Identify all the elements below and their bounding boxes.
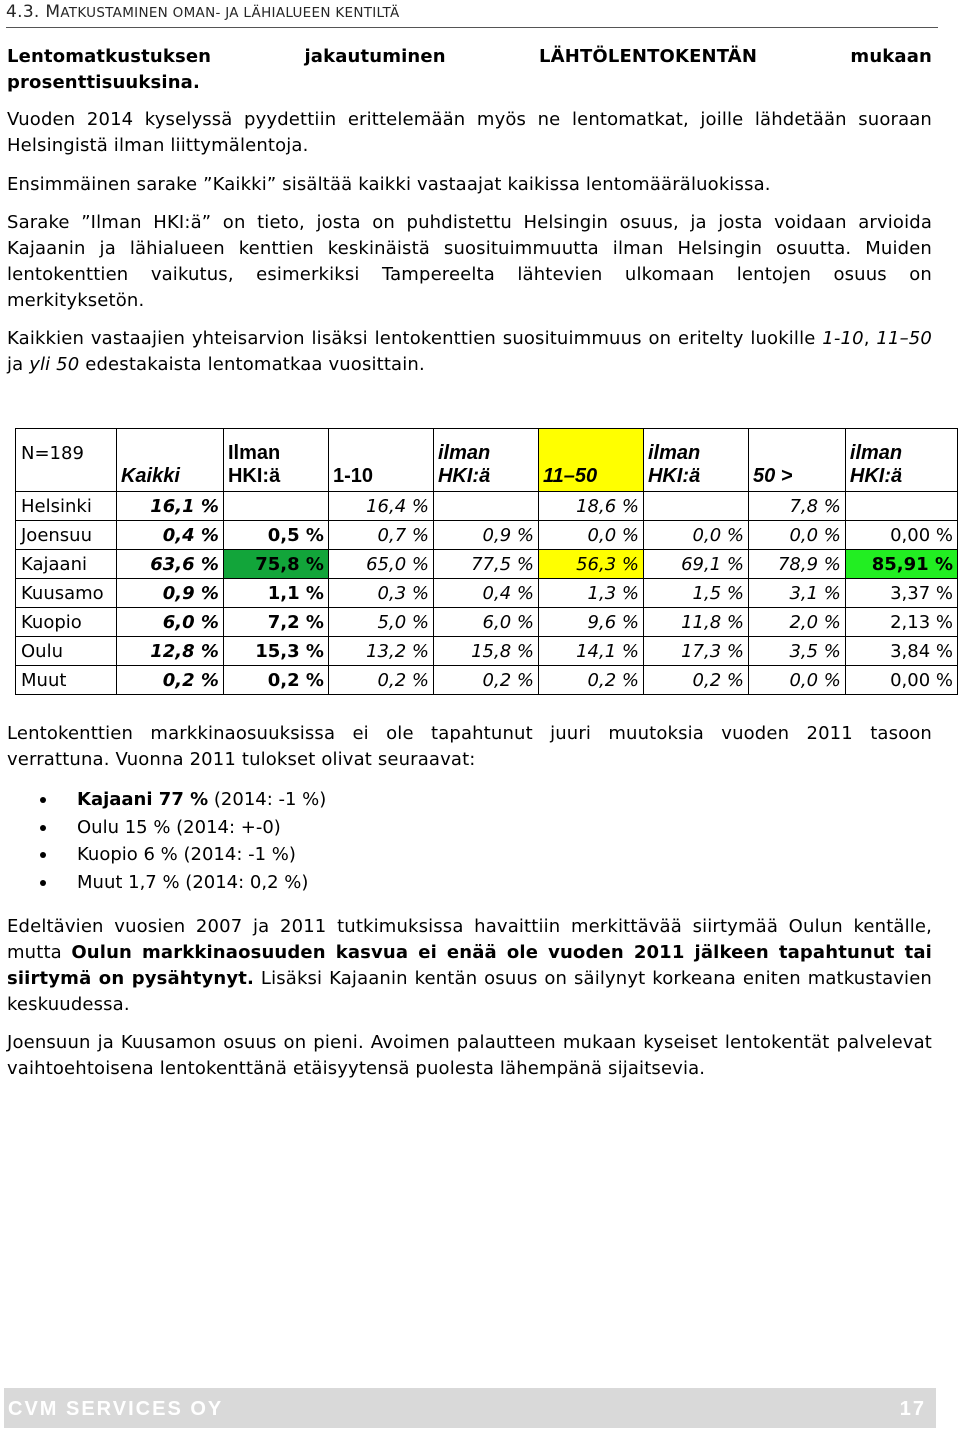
list-item: Oulu 15 % (2014: +-0) (40, 814, 326, 842)
table-row (16, 492, 958, 521)
results-paragraph: Lentokenttien markkinaosuuksissa ei ole tapahtunut juuri muutoksia vuoden 2011 tasoon verrattuna. Vuonna 2011 tulokset olivat seuraavat: (7, 723, 932, 770)
header-11-50: 11–50 (538, 429, 643, 492)
heading-rest: ATKUSTAMINEN OMAN (60, 5, 216, 21)
table-cell: 11,8 % (643, 608, 748, 637)
table-cell: 15,3 % (223, 637, 328, 666)
table-cell: 63,6 % (116, 550, 223, 579)
table-cell: 7,2 % (223, 608, 328, 637)
table-cell: 3,5 % (748, 637, 845, 666)
table-cell: 18,6 % (538, 492, 643, 521)
table-cell: 6,0 % (433, 608, 538, 637)
table-cell: 7,8 % (748, 492, 845, 521)
table-cell: 5,0 % (328, 608, 433, 637)
table-cell (643, 492, 748, 521)
table-cell-highlighted: 75,8 % (223, 550, 328, 579)
intro-paragraph-1: Vuoden 2014 kyselyssä pyydettiin erittelemään myös ne lentomatkat, joille lähdetään suoraan Helsingistä ilman liittymälentoja. (7, 109, 932, 156)
table-cell: 16,1 % (116, 492, 223, 521)
intro-paragraph-2: Ensimmäinen sarake ”Kaikki” sisältää kaikki vastaajat kaikissa lentomääräluokissa. (7, 174, 771, 195)
heading-rest-2: - JA LÄHIALUEEN KENTILTÄ (215, 5, 400, 21)
table-cell: 0,9 % (433, 521, 538, 550)
table-cell: 78,9 % (748, 550, 845, 579)
row-label: Joensuu (16, 521, 117, 550)
header-11-50-ilman-hki: ilman HKI:ä (643, 429, 748, 492)
table-cell: 16,4 % (328, 492, 433, 521)
table-cell-highlighted: 85,91 % (845, 550, 957, 579)
history-paragraph: Edeltävien vuosien 2007 ja 2011 tutkimuksissa havaittiin merkittävää siirtymää Oulun kentälle, mutta Oulun markkinaosuuden kasvua ei enää ole vuoden 2011 jälkeen tapahtunut tai siirtymä on pysähtynyt. Lisäksi Kajaanin kentän osuus on säilynyt korkeana eniten matkustavien keskuudessa. (7, 916, 932, 1015)
row-label: Helsinki (16, 492, 117, 521)
section-heading (6, 2, 938, 28)
table-cell: 2,13 % (845, 608, 957, 637)
table-row (16, 666, 958, 695)
table-cell: 3,84 % (845, 637, 957, 666)
list-item: Kajaani 77 % (2014: -1 %) (40, 786, 326, 814)
table-cell: 0,2 % (116, 666, 223, 695)
results-2011-list (40, 786, 326, 896)
table-cell (223, 492, 328, 521)
airport-share-table (15, 428, 958, 695)
intro-bold-line-1: Lentomatkustuksen jakautuminen LÄHTÖLENTOKENTÄN mukaan (7, 46, 932, 67)
table-cell: 65,0 % (328, 550, 433, 579)
table-cell: 0,4 % (433, 579, 538, 608)
table-cell: 1,1 % (223, 579, 328, 608)
table-cell: 14,1 % (538, 637, 643, 666)
table-cell: 0,2 % (433, 666, 538, 695)
table-cell (845, 492, 957, 521)
header-kaikki: Kaikki (116, 429, 223, 492)
table-cell: 6,0 % (116, 608, 223, 637)
bullet-icon (40, 852, 46, 858)
table-cell: 12,8 % (116, 637, 223, 666)
table-cell: 17,3 % (643, 637, 748, 666)
intro-bold-line-2: prosenttisuuksina. (7, 72, 200, 93)
table-cell: 13,2 % (328, 637, 433, 666)
table-cell: 0,0 % (748, 666, 845, 695)
table-cell: 1,3 % (538, 579, 643, 608)
list-item: Muut 1,7 % (2014: 0,2 %) (40, 869, 326, 897)
table-cell-highlighted: 56,3 % (538, 550, 643, 579)
bullet-icon (40, 880, 46, 886)
row-label: Kuusamo (16, 579, 117, 608)
heading-number: 4.3. (6, 2, 46, 22)
table-row (16, 637, 958, 666)
intro-paragraph-4: Kaikkien vastaajien yhteisarvion lisäksi lentokenttien suosituimmuus on eritelty luokille 1-10, 11–50 ja yli 50 edestakaista lentomatkaa vuosittain. (7, 328, 932, 375)
table-cell (433, 492, 538, 521)
table-cell: 0,00 % (845, 666, 957, 695)
table-cell: 77,5 % (433, 550, 538, 579)
table-cell: 1,5 % (643, 579, 748, 608)
sample-size-label: N=189 (16, 429, 117, 492)
page-footer (4, 1388, 936, 1428)
header-ilman-hki: Ilman HKI:ä (223, 429, 328, 492)
table-row (16, 521, 958, 550)
row-label: Muut (16, 666, 117, 695)
table-cell: 0,4 % (116, 521, 223, 550)
table-cell: 0,0 % (538, 521, 643, 550)
list-item: Kuopio 6 % (2014: -1 %) (40, 841, 326, 869)
header-50-plus: 50 > (748, 429, 845, 492)
page-number: 17 (899, 1398, 926, 1420)
table-header-row (16, 429, 958, 492)
heading-initial: M (45, 2, 61, 22)
table-row (16, 608, 958, 637)
row-label: Oulu (16, 637, 117, 666)
table-cell: 2,0 % (748, 608, 845, 637)
table-cell: 3,37 % (845, 579, 957, 608)
intro-paragraph-3: Sarake ”Ilman HKI:ä” on tieto, josta on puhdistettu Helsingin osuus, ja josta voidaan arvioida Kajaanin ja lähialueen kenttien keskinäistä suosituimmuutta ilman Helsingin osuutta. Muiden lentokenttien vaikutus, esimerkiksi Tampereelta lähtevien ulkomaan lentojen osuus on merkityksetön. (7, 212, 932, 311)
table-cell: 0,2 % (643, 666, 748, 695)
table-cell: 0,5 % (223, 521, 328, 550)
bullet-icon (40, 797, 46, 803)
company-name: CVM SERVICES OY (8, 1398, 224, 1420)
table-cell: 69,1 % (643, 550, 748, 579)
table-row (16, 550, 958, 579)
table-cell: 15,8 % (433, 637, 538, 666)
table-cell: 0,2 % (328, 666, 433, 695)
table-cell: 0,9 % (116, 579, 223, 608)
row-label: Kajaani (16, 550, 117, 579)
table-cell: 0,00 % (845, 521, 957, 550)
table-cell: 0,2 % (538, 666, 643, 695)
table-cell: 9,6 % (538, 608, 643, 637)
table-cell: 0,3 % (328, 579, 433, 608)
row-label: Kuopio (16, 608, 117, 637)
closing-paragraph: Joensuun ja Kuusamon osuus on pieni. Avoimen palautteen mukaan kyseiset lentokentät palvelevat vaihtoehtoisena lentokenttänä etäisyytensä puolesta lähempänä sijaitsevia. (7, 1032, 932, 1079)
table-cell: 0,7 % (328, 521, 433, 550)
intro-bold-title (7, 44, 932, 96)
table-cell: 0,0 % (748, 521, 845, 550)
table-cell: 3,1 % (748, 579, 845, 608)
table-row (16, 579, 958, 608)
table-cell: 0,2 % (223, 666, 328, 695)
header-1-10: 1-10 (328, 429, 433, 492)
table-cell: 0,0 % (643, 521, 748, 550)
header-1-10-ilman-hki: ilman HKI:ä (433, 429, 538, 492)
bullet-icon (40, 825, 46, 831)
header-50-plus-ilman-hki: ilman HKI:ä (845, 429, 957, 492)
